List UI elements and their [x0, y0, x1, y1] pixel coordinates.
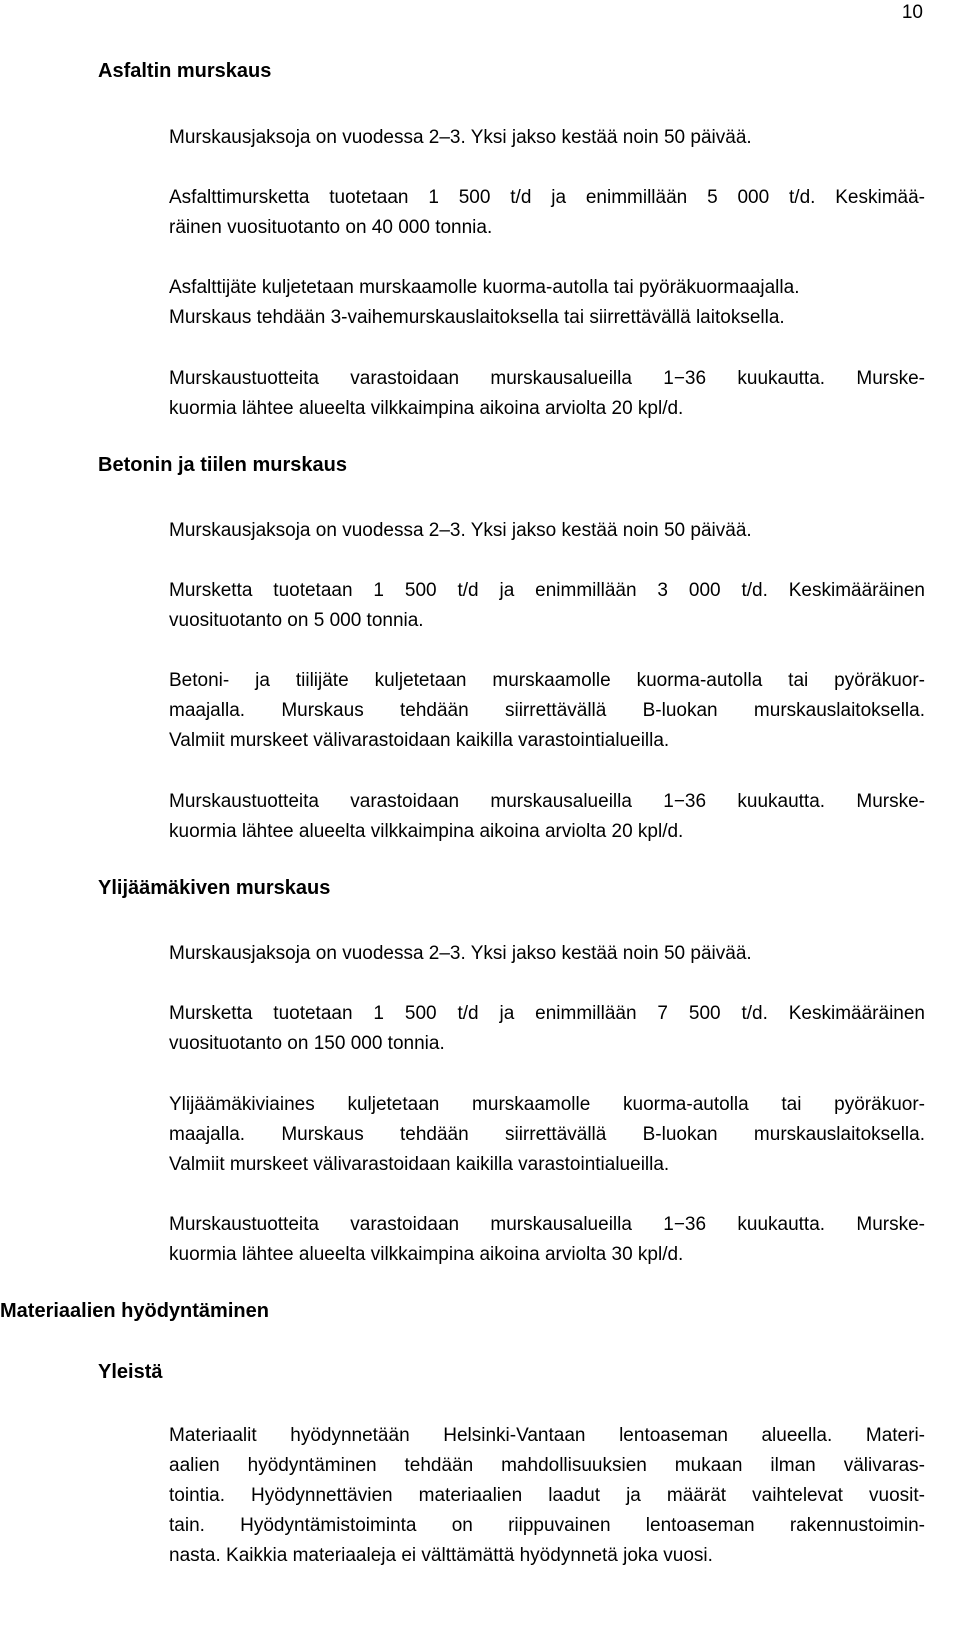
paragraph — [169, 939, 925, 969]
text-line: kuormia lähtee alueelta vilkkaimpina aikoina arviolta 20 kpl/d. — [169, 398, 684, 419]
text-line: Murskausjaksoja on vuodessa 2–3. Yksi jakso kestää noin 50 päivää. — [169, 127, 752, 148]
text-line: kuormia lähtee alueelta vilkkaimpina aikoina arviolta 20 kpl/d. — [169, 821, 684, 842]
paragraph — [169, 516, 925, 546]
main-heading: Materiaalien hyödyntäminen — [0, 1300, 269, 1322]
text-line: Betoni- ja tiilijäte kuljetetaan murskaamolle kuorma-autolla tai pyöräkuor- — [169, 670, 925, 691]
text-line: tointia. Hyödynnettävien materiaalien laadut ja määrät vaihtelevat vuosit- — [169, 1485, 925, 1506]
text-line: Murskaustuotteita varastoidaan murskausalueilla 1−36 kuukautta. Murske- — [169, 1214, 925, 1235]
text-line: Murskaustuotteita varastoidaan murskausalueilla 1−36 kuukautta. Murske- — [169, 791, 925, 812]
paragraph — [169, 364, 925, 424]
text-line: Mursketta tuotetaan 1 500 t/d ja enimmillään 7 500 t/d. Keskimääräinen — [169, 1003, 925, 1024]
text-line: Asfalttimursketta tuotetaan 1 500 t/d ja enimmillään 5 000 t/d. Keskimää- — [169, 187, 925, 208]
text-line: maajalla. Murskaus tehdään siirrettävällä B-luokan murskauslaitoksella. — [169, 1124, 925, 1145]
text-line: Valmiit murskeet välivarastoidaan kaikilla varastointialueilla. — [169, 730, 670, 751]
text-line: aalien hyödyntäminen tehdään mahdollisuuksien mukaan ilman välivaras- — [169, 1455, 925, 1476]
text-line: Murskaus tehdään 3-vaihemurskauslaitoksella tai siirrettävällä laitoksella. — [169, 307, 785, 328]
sub-heading: Yleistä — [98, 1361, 163, 1383]
text-line: Asfalttijäte kuljetetaan murskaamolle kuorma-autolla tai pyöräkuormaajalla. — [169, 277, 800, 298]
paragraph — [169, 183, 925, 243]
paragraph — [169, 1421, 925, 1571]
paragraph — [169, 666, 925, 756]
text-line: Mursketta tuotetaan 1 500 t/d ja enimmillään 3 000 t/d. Keskimääräinen — [169, 580, 925, 601]
text-line: Valmiit murskeet välivarastoidaan kaikilla varastointialueilla. — [169, 1154, 670, 1175]
paragraph — [169, 273, 925, 333]
text-line: Murskausjaksoja on vuodessa 2–3. Yksi jakso kestää noin 50 päivää. — [169, 943, 752, 964]
section-heading-ylijaamakivi: Ylijäämäkiven murskaus — [98, 877, 331, 899]
text-line: Murskaustuotteita varastoidaan murskausalueilla 1−36 kuukautta. Murske- — [169, 368, 925, 389]
text-line: Murskausjaksoja on vuodessa 2–3. Yksi jakso kestää noin 50 päivää. — [169, 520, 752, 541]
text-line: Materiaalit hyödynnetään Helsinki-Vantaan lentoaseman alueella. Materi- — [169, 1425, 925, 1446]
paragraph — [169, 576, 925, 636]
text-line: vuosituotanto on 5 000 tonnia. — [169, 610, 424, 631]
text-line: Ylijäämäkiviaines kuljetetaan murskaamolle kuorma-autolla tai pyöräkuor- — [169, 1094, 925, 1115]
text-line: maajalla. Murskaus tehdään siirrettävällä B-luokan murskauslaitoksella. — [169, 700, 925, 721]
paragraph — [169, 787, 925, 847]
text-line: vuosituotanto on 150 000 tonnia. — [169, 1033, 445, 1054]
paragraph — [169, 1090, 925, 1180]
page-number: 10 — [901, 2, 923, 23]
text-line: kuormia lähtee alueelta vilkkaimpina aikoina arviolta 30 kpl/d. — [169, 1244, 684, 1265]
paragraph — [169, 123, 925, 153]
section-heading-asfaltti: Asfaltin murskaus — [98, 60, 272, 82]
section-heading-betoni: Betonin ja tiilen murskaus — [98, 454, 347, 476]
paragraph — [169, 999, 925, 1059]
text-line: tain. Hyödyntämistoiminta on riippuvainen lentoaseman rakennustoimin- — [169, 1515, 925, 1536]
text-line: räinen vuosituotanto on 40 000 tonnia. — [169, 217, 493, 238]
text-line: nasta. Kaikkia materiaaleja ei välttämättä hyödynnetä joka vuosi. — [169, 1545, 713, 1566]
paragraph — [169, 1210, 925, 1270]
